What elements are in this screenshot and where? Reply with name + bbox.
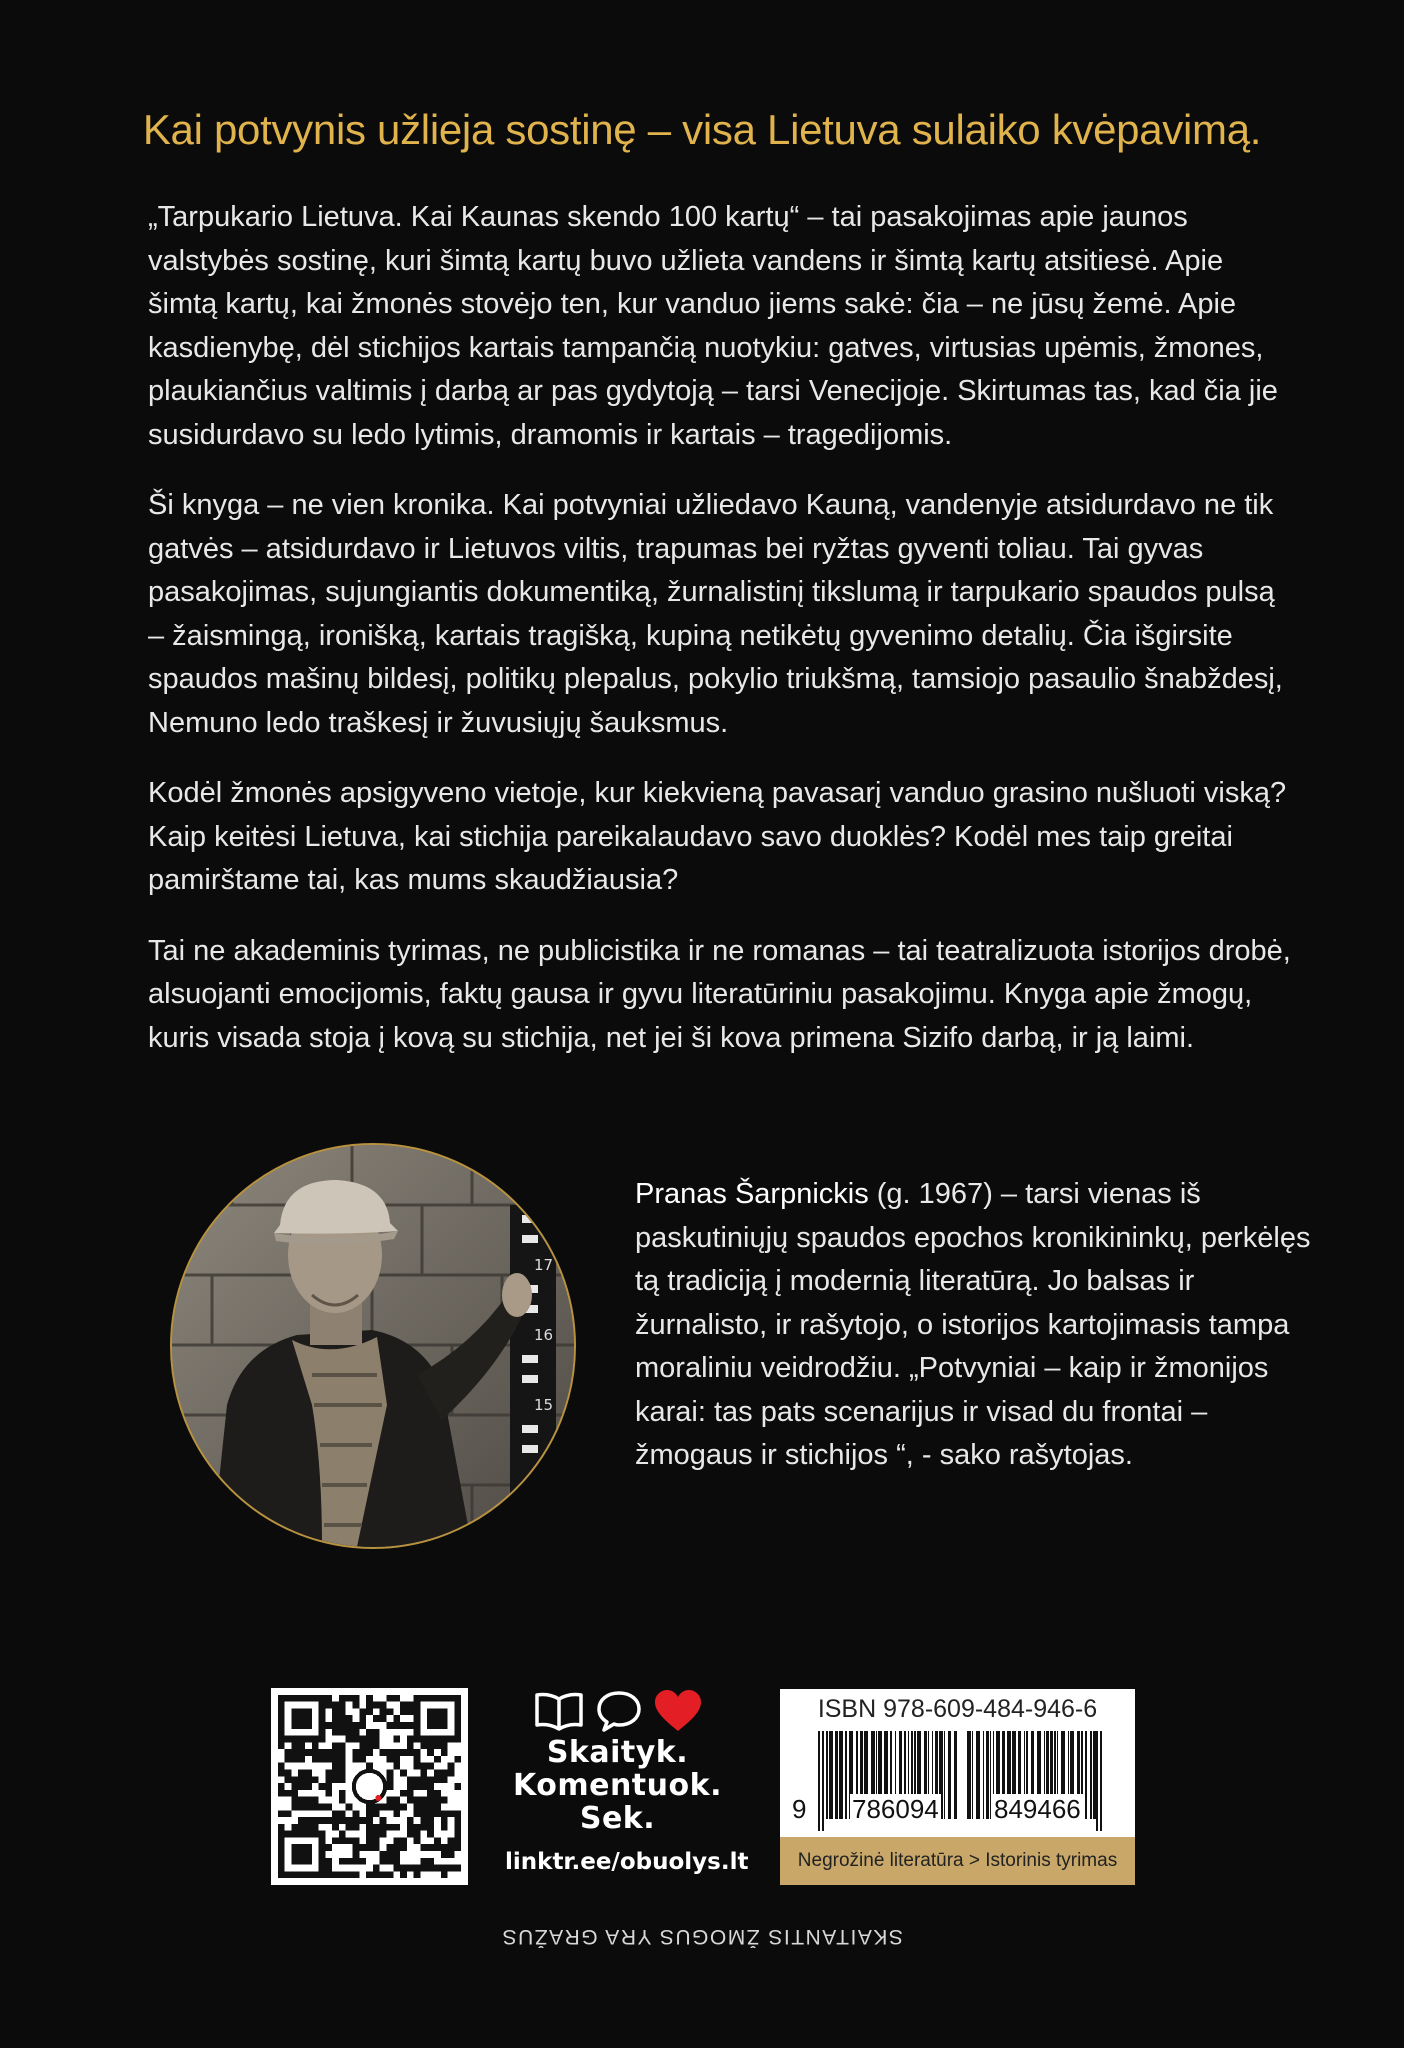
qr-code [271, 1688, 468, 1885]
author-bio-text: (g. 1967) – tarsi vienas iš paskutiniųjų spaudos epochos kronikininkų, perkėlęs tą tradiciją į modernią literatūrą. Jo balsas ir žurnalisto, ir rašytojo, o istorijos kartojimasis tampa moraliniu veidrodžiu. „Potvyniai – kaip ir žmonijos karai: tas pats scenarijus ir visad du frontai – žmogaus ir stichijos “, - sako rašytojas. [635, 1178, 1311, 1471]
author-bio [635, 1173, 1315, 1478]
cta-line-comment: Komentuok. [513, 1768, 722, 1803]
author-name: Pranas Šarpnickis [635, 1178, 869, 1210]
blurb-paragraph: Ši knyga – ne vien kronika. Kai potvyniai užliedavo Kauną, vandenyje atsidurdavo ne tik gatvės – atsidurdavo ir Lietuvos viltis, trapumas bei ryžtas gyventi toliau. Tai gyvas pasakojimas, sujungiantis dokumentiką, žurnalistinį tikslumą ir tarpukario spaudos pulsą – žaismingą, ironišką, kartais tragišką, kupiną netikėtų gyvenimo detalių. Čia išgirsite spaudos mašinų bildesį, politikų plepalus, pokylio triukšmą, tamsiojo pasaulio šnabždesį, Nemuno ledo traškesį ir žuvusiųjų šauksmus. [148, 489, 1283, 739]
headline: Kai potvynis užlieja sostinę – visa Lietuva sulaiko kvėpavimą. [142, 106, 1262, 153]
social-cta [505, 1686, 749, 1875]
linktree-link[interactable]: linktr.ee/obuolys.lt [505, 1849, 749, 1875]
blurb [148, 196, 1298, 1087]
book-icon [533, 1691, 585, 1731]
blurb-paragraph: Tai ne akademinis tyrimas, ne publicistika ir ne romanas – tai teatralizuota istorijos drobė, alsuojanti emocijomis, faktų gausa ir gyvu literatūriniu pasakojimu. Knyga apie žmogų, kuris visada stoja į kovą su stichija, net jei ši kova primena Sizifo darbą, ir ją laimi. [148, 934, 1291, 1054]
ruler-mark: 14 [534, 1466, 554, 1484]
blurb-paragraph: Kodėl žmonės apsigyveno vietoje, kur kiekvieną pavasarį vanduo grasino nušluoti viską? Kaip keitėsi Lietuva, kai stichija pareikalaudavo savo duoklės? Kodėl mes taip greitai pamirštame tai, kas mums skaudžiausia? [148, 777, 1287, 896]
cta-icons [505, 1686, 730, 1736]
isbn-number: ISBN 978-609-484-946-6 [817, 1695, 1098, 1723]
isbn-barcode [780, 1689, 1135, 1885]
author-photo-illustration [172, 1145, 574, 1547]
ean-first-digit: 9 [792, 1794, 807, 1824]
speech-bubble-icon [595, 1690, 643, 1732]
motto: SKAITANTIS ŽMOGUS YRA GRAŽUS [501, 1925, 903, 1948]
ruler-mark: 17 [534, 1256, 554, 1274]
ean-left-digits: 786094 [852, 1794, 939, 1824]
genre-label: Negrožinė literatūra > Istorinis tyrimas [780, 1837, 1135, 1885]
ruler-mark: 15 [534, 1396, 554, 1414]
author-photo [170, 1143, 576, 1549]
qr-code-pattern [271, 1688, 468, 1885]
ruler-mark: 16 [534, 1326, 554, 1344]
cta-line-follow: Sek. [579, 1801, 656, 1836]
heart-icon [653, 1689, 703, 1733]
blurb-paragraph: „Tarpukario Lietuva. Kai Kaunas skendo 100 kartų“ – tai pasakojimas apie jaunos valstybės sostinę, kuri šimtą kartų buvo užlieta vandens ir šimtą kartų atsitiesė. Apie šimtą kartų, kai žmonės stovėjo ten, kur vanduo jiems sakė: čia – ne jūsų žemė. Apie kasdienybę, dėl stichijos kartais tampančią nuotykiu: gatves, virtusias upėmis, žmones, plaukiančius valtimis į darbą ar pas gydytoją – tarsi Venecijoje. Skirtumas tas, kad čia jie susidurdavo su ledo lytimis, dramomis ir kartais – tragedijomis. [148, 201, 1278, 451]
cta-line-read: Skaityk. [546, 1735, 689, 1770]
ean-right-digits: 849466 [994, 1794, 1081, 1824]
ruler-mark: 13 [534, 1529, 554, 1547]
